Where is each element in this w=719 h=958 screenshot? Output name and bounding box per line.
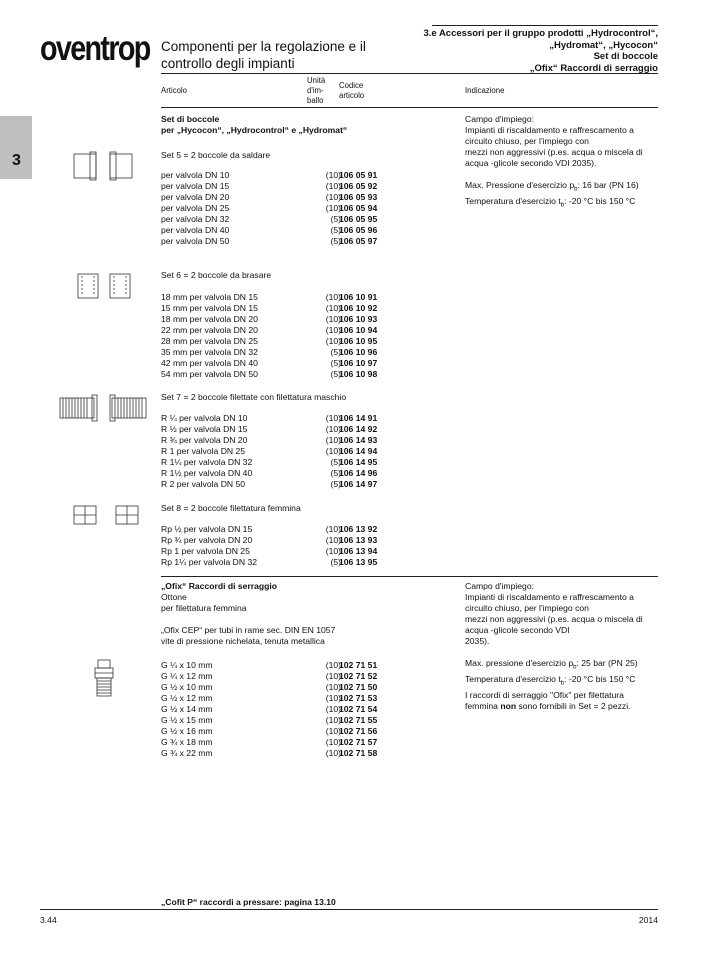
- article-code: 106 10 95: [339, 336, 378, 346]
- article-description: R 1 per valvola DN 25: [161, 446, 246, 456]
- package-unit: (5): [330, 457, 341, 467]
- package-unit: (10): [325, 682, 341, 692]
- article-code: 106 10 96: [339, 347, 378, 357]
- section1-usage: [465, 114, 665, 169]
- section2-thread: per filettatura femmina: [161, 603, 247, 613]
- usage-line: acqua -glicole secondo VDI 2035).: [465, 158, 597, 168]
- col-unita-3: ballo: [307, 96, 324, 105]
- article-code: 106 05 97: [339, 236, 378, 246]
- article-code: 106 10 97: [339, 358, 378, 368]
- package-unit: (10): [325, 748, 341, 758]
- article-code: 106 10 93: [339, 314, 378, 324]
- table-row: [161, 336, 411, 347]
- package-unit: (10): [325, 303, 341, 313]
- usage-line: circuito chiuso, per l'impiego con: [465, 603, 589, 613]
- table-row: [161, 557, 411, 568]
- table-row: [161, 715, 411, 726]
- article-code: 106 13 94: [339, 546, 378, 556]
- package-unit: (5): [330, 468, 341, 478]
- table-row: [161, 546, 411, 557]
- article-description: G ½ x 14 mm: [161, 704, 213, 714]
- table-row: [161, 671, 411, 682]
- col-indicazione: Indicazione: [465, 86, 505, 95]
- max-pressure: Max. pressione d'esercizio $p_b$: 25 bar (PN 25): [465, 658, 638, 671]
- article-code: 106 10 98: [339, 369, 378, 379]
- package-unit: (10): [325, 413, 341, 423]
- braze-sleeve-icon: [70, 270, 145, 302]
- max-pressure: Max. Pressione d'esercizio $p_b$: 16 bar (PN 16): [465, 180, 639, 193]
- table-row: [161, 726, 411, 737]
- article-description: 15 mm per valvola DN 15: [161, 303, 258, 313]
- column-rule: [161, 107, 658, 108]
- article-code: 106 14 92: [339, 424, 378, 434]
- usage-line: Impianti di riscaldamento e raffrescamento a: [465, 592, 634, 602]
- table-row: [161, 292, 411, 303]
- article-code: 106 13 92: [339, 524, 378, 534]
- set7-label: Set 7 = 2 boccole filettate con filettatura maschio: [161, 392, 347, 402]
- article-code: 102 71 52: [339, 671, 378, 681]
- title-line-1: Componenti per la regolazione e il: [161, 39, 366, 54]
- package-unit: (10): [325, 325, 341, 335]
- article-description: R ¾ per valvola DN 20: [161, 435, 248, 445]
- usage-line: Campo d'impiego:: [465, 114, 534, 124]
- top-rule: [432, 25, 658, 26]
- usage-line: Campo d'impiego:: [465, 581, 534, 591]
- package-unit: (10): [325, 192, 341, 202]
- package-unit: (10): [325, 170, 341, 180]
- article-description: per valvola DN 20: [161, 192, 230, 202]
- package-unit: (10): [325, 181, 341, 191]
- usage-line: circuito chiuso, per l'impiego con: [465, 136, 589, 146]
- title-line-2: controllo degli impianti: [161, 56, 295, 71]
- note-line-2: femmina non sono fornibili in Set = 2 pezzi.: [465, 701, 631, 711]
- package-unit: (10): [325, 435, 341, 445]
- table-row: [161, 413, 411, 424]
- article-description: R 1½ per valvola DN 40: [161, 468, 253, 478]
- package-unit: (10): [325, 546, 341, 556]
- article-description: per valvola DN 32: [161, 214, 230, 224]
- package-unit: (10): [325, 704, 341, 714]
- article-description: G ½ x 16 mm: [161, 726, 213, 736]
- article-description: G ½ x 10 mm: [161, 682, 213, 692]
- table-row: [161, 325, 411, 336]
- article-description: R ¼ per valvola DN 10: [161, 413, 248, 423]
- table-row: [161, 369, 411, 380]
- article-description: R ½ per valvola DN 15: [161, 424, 248, 434]
- package-unit: (10): [325, 726, 341, 736]
- package-unit: (10): [325, 535, 341, 545]
- operating-temperature: Temperatura d'esercizio $t_b$: -20 °C bis 150 °C: [465, 195, 636, 209]
- section-header-line-4: „Ofix“ Raccordi di serraggio: [529, 62, 658, 74]
- article-code: 106 13 93: [339, 535, 378, 545]
- article-description: G ½ x 15 mm: [161, 715, 213, 725]
- package-unit: (5): [330, 347, 341, 357]
- col-articolo: Articolo: [161, 86, 187, 95]
- package-unit: (10): [325, 292, 341, 302]
- table-row: [161, 214, 411, 225]
- table-row: [161, 737, 411, 748]
- section1-title: Set di boccole: [161, 114, 220, 124]
- table-row: [161, 225, 411, 236]
- section2-screw: vite di pressione nichelata, tenuta metallica: [161, 636, 325, 646]
- female-thread-sleeve-icon: [70, 503, 145, 527]
- oventrop-logo: oventrop: [40, 29, 150, 68]
- article-description: per valvola DN 15: [161, 181, 230, 191]
- article-description: 18 mm per valvola DN 20: [161, 314, 258, 324]
- package-unit: (5): [330, 225, 341, 235]
- package-unit: (10): [325, 336, 341, 346]
- article-description: 54 mm per valvola DN 50: [161, 369, 258, 379]
- section2-material: Ottone: [161, 592, 187, 602]
- article-code: 102 71 51: [339, 660, 378, 670]
- article-code: 106 14 94: [339, 446, 378, 456]
- col-unita-1: Unità: [307, 76, 326, 85]
- article-description: per valvola DN 10: [161, 170, 230, 180]
- article-description: G ¾ x 18 mm: [161, 737, 213, 747]
- article-code: 106 14 96: [339, 468, 378, 478]
- table-row: [161, 435, 411, 446]
- usage-line: Impianti di riscaldamento e raffrescamento a: [465, 125, 634, 135]
- article-description: G ¾ x 22 mm: [161, 748, 213, 758]
- article-description: Rp 1¼ per valvola DN 32: [161, 557, 258, 567]
- cofit-crossref: „Cofit P“ raccordi a pressare: pagina 13.10: [161, 897, 336, 907]
- table-row: [161, 524, 411, 535]
- package-unit: (10): [325, 737, 341, 747]
- article-code: 106 05 93: [339, 192, 378, 202]
- table-row: [161, 236, 411, 247]
- article-code: 106 14 97: [339, 479, 378, 489]
- package-unit: (5): [330, 358, 341, 368]
- package-unit: (10): [325, 446, 341, 456]
- package-unit: (10): [325, 524, 341, 534]
- article-description: G ½ x 12 mm: [161, 693, 213, 703]
- article-code: 102 71 58: [339, 748, 378, 758]
- article-description: R 1¼ per valvola DN 32: [161, 457, 253, 467]
- article-code: 102 71 50: [339, 682, 378, 692]
- section-header: [423, 28, 658, 74]
- table-row: [161, 314, 411, 325]
- table-row: [161, 303, 411, 314]
- article-description: 22 mm per valvola DN 20: [161, 325, 258, 335]
- page-number: 3.44: [40, 915, 57, 925]
- set5-label: Set 5 = 2 boccole da saldare: [161, 150, 271, 160]
- set8-label: Set 8 = 2 boccole filettatura femmina: [161, 503, 301, 513]
- article-code: 102 71 53: [339, 693, 378, 703]
- section2-ofix-cep: „Ofix CEP“ per tubi in rame sec. DIN EN 1057: [161, 625, 336, 635]
- table-row: [161, 358, 411, 369]
- article-code: 106 14 93: [339, 435, 378, 445]
- usage-line: acqua -glicole secondo VDI: [465, 625, 570, 635]
- article-code: 102 71 55: [339, 715, 378, 725]
- package-unit: (10): [325, 203, 341, 213]
- package-unit: (5): [330, 236, 341, 246]
- table-row: [161, 203, 411, 214]
- article-description: Rp ¾ per valvola DN 20: [161, 535, 253, 545]
- male-thread-sleeve-icon: [58, 392, 148, 424]
- col-unita-2: d'im-: [307, 86, 324, 95]
- package-unit: (10): [325, 671, 341, 681]
- table-row: [161, 748, 411, 759]
- article-code: 106 05 91: [339, 170, 378, 180]
- year: 2014: [638, 915, 658, 925]
- article-description: 28 mm per valvola DN 25: [161, 336, 258, 346]
- package-unit: (10): [325, 314, 341, 324]
- section-header-line-2: „Hydromat“, „Hycocon“: [549, 39, 658, 51]
- article-description: per valvola DN 25: [161, 203, 230, 213]
- table-row: [161, 704, 411, 715]
- article-code: 102 71 57: [339, 737, 378, 747]
- package-unit: (5): [330, 557, 341, 567]
- article-description: Rp 1 per valvola DN 25: [161, 546, 250, 556]
- article-code: 106 05 95: [339, 214, 378, 224]
- article-description: per valvola DN 50: [161, 236, 230, 246]
- footer-rule: [40, 909, 658, 910]
- table-row: [161, 535, 411, 546]
- note-line-1: I raccordi di serraggio "Ofix" per filettatura: [465, 690, 624, 700]
- section1-specs: [465, 180, 665, 211]
- document-title: [161, 38, 411, 72]
- article-description: per valvola DN 40: [161, 225, 230, 235]
- usage-line: mezzi non aggressivi (p.es. acqua o miscela di: [465, 614, 643, 624]
- package-unit: (5): [330, 369, 341, 379]
- article-description: G ¼ x 10 mm: [161, 660, 213, 670]
- table-row: [161, 446, 411, 457]
- article-code: 106 14 91: [339, 413, 378, 423]
- package-unit: (5): [330, 479, 341, 489]
- table-row: [161, 170, 411, 181]
- article-description: 35 mm per valvola DN 32: [161, 347, 258, 357]
- ofix-fitting-icon: [90, 658, 118, 700]
- set6-label: Set 6 = 2 boccole da brasare: [161, 270, 272, 280]
- article-code: 106 14 95: [339, 457, 378, 467]
- article-description: 42 mm per valvola DN 40: [161, 358, 258, 368]
- table-row: [161, 347, 411, 358]
- article-code: 106 05 94: [339, 203, 378, 213]
- article-code: 106 10 91: [339, 292, 378, 302]
- article-code: 106 10 94: [339, 325, 378, 335]
- article-code: 106 10 92: [339, 303, 378, 313]
- table-row: [161, 479, 411, 490]
- article-description: G ¼ x 12 mm: [161, 671, 213, 681]
- article-description: Rp ½ per valvola DN 15: [161, 524, 253, 534]
- section2-title: „Ofix“ Raccordi di serraggio: [161, 581, 278, 591]
- col-codice-2: articolo: [339, 91, 365, 100]
- section-header-line-1: 3.e Accessori per il gruppo prodotti „Hydrocontrol“,: [423, 28, 658, 39]
- article-description: R 2 per valvola DN 50: [161, 479, 246, 489]
- article-code: 102 71 54: [339, 704, 378, 714]
- section-header-line-3: Set di boccole: [593, 51, 658, 62]
- table-row: [161, 682, 411, 693]
- package-unit: (5): [330, 214, 341, 224]
- section1-subtitle: per „Hycocon“, „Hydrocontrol“ e „Hydromat“: [161, 125, 348, 135]
- package-unit: (10): [325, 715, 341, 725]
- section2-usage: [465, 581, 665, 647]
- header-rule: [161, 73, 658, 74]
- table-row: [161, 660, 411, 671]
- article-code: 106 05 96: [339, 225, 378, 235]
- weld-sleeve-icon: [70, 150, 145, 182]
- package-unit: (10): [325, 660, 341, 670]
- section2-note: [465, 690, 665, 712]
- chapter-number: 3: [12, 152, 21, 169]
- section2-rule: [161, 576, 658, 577]
- article-code: 106 13 95: [339, 557, 378, 567]
- article-description: 18 mm per valvola DN 15: [161, 292, 258, 302]
- table-row: [161, 424, 411, 435]
- package-unit: (10): [325, 693, 341, 703]
- col-codice-1: Codice: [339, 81, 364, 90]
- table-row: [161, 457, 411, 468]
- chapter-tab: [0, 116, 32, 179]
- article-code: 106 05 92: [339, 181, 378, 191]
- usage-line: 2035).: [465, 636, 490, 646]
- operating-temperature: Temperatura d'esercizio $t_b$: -20 °C bis 150 °C: [465, 673, 636, 687]
- section2-specs: [465, 658, 665, 689]
- package-unit: (10): [325, 424, 341, 434]
- article-code: 102 71 56: [339, 726, 378, 736]
- table-row: [161, 181, 411, 192]
- table-row: [161, 693, 411, 704]
- table-row: [161, 192, 411, 203]
- table-row: [161, 468, 411, 479]
- usage-line: mezzi non aggressivi (p.es. acqua o miscela di: [465, 147, 643, 157]
